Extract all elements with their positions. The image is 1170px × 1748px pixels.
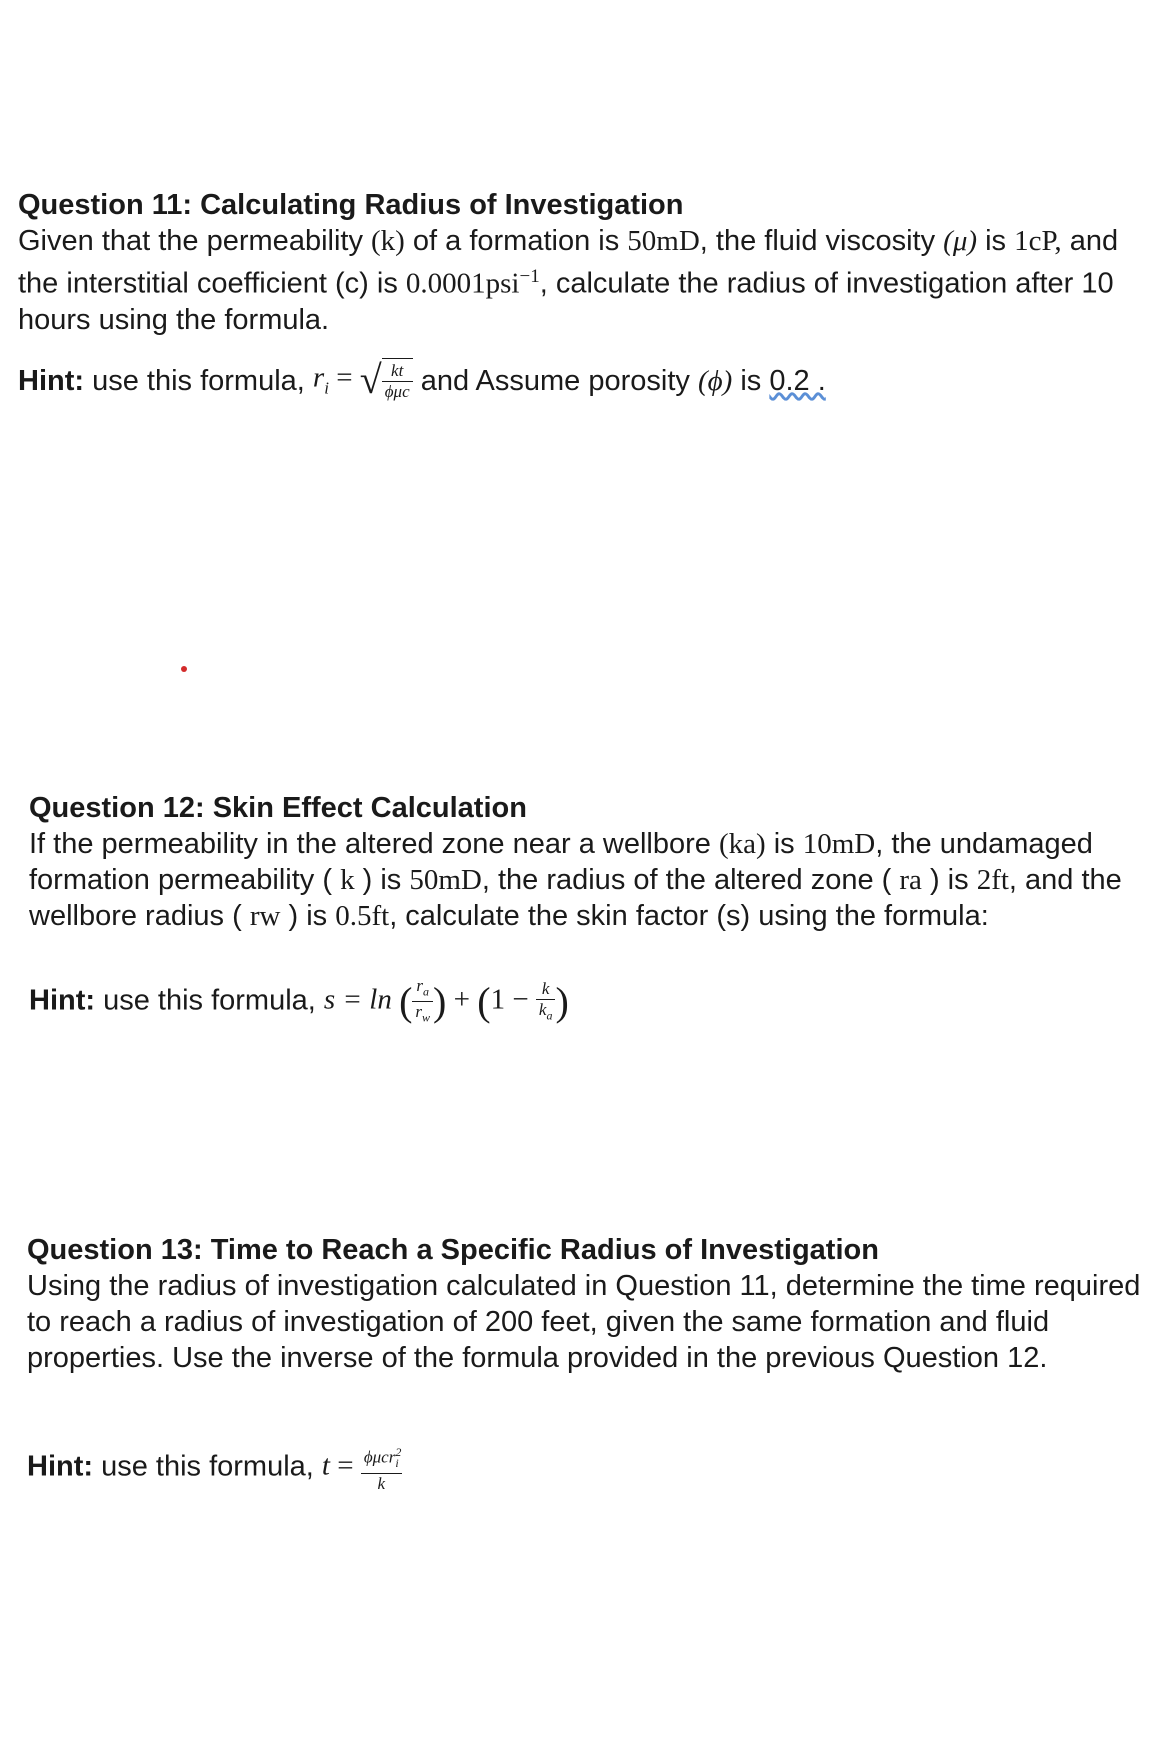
question-11-body: Given that the permeability (k) of a formation is 50mD, the fluid viscosity (μ) is 1cP, and the interstitial coefficient (c) is 0.0001psi$^{-1}$, calculate the radius of investigation after 10 hours using the formula. [18,225,1119,336]
question-13-title: Question 13: Time to Reach a Specific Radius of Investigation [27,1234,879,1266]
skin-formula: s = ln ( $\frac{r_a}{r_w}$ ) + (1 − $\frac{k}{k_a}$ ) [323,976,569,1025]
time-formula: t = $\frac{\phi\mu cr^2_i}{k}$ [322,1442,402,1494]
question-12 [29,790,1154,934]
question-12-title: Question 12: Skin Effect Calculation [29,792,527,824]
question-13 [27,1232,1157,1376]
question-13-hint: Hint: use this formula, t = $\frac{\phi\mu cr^2_i}{k}$ [27,1442,402,1494]
question-13-body: Using the radius of investigation calculated in Question 11, determine the time required to reach a radius of investigation of 200 feet, given the same formation and fluid properties. Use the inverse of the formula provided in the previous Question 12. [27,1270,1141,1374]
question-11-title: Question 11: Calculating Radius of Investigation [18,189,684,221]
question-12-hint: Hint: use this formula, s = ln ( $\frac{r_a}{r_w}$ ) + (1 − $\frac{k}{k_a}$ ) [29,976,569,1028]
question-11-hint: Hint: use this formula, $r_i$ = √ $\frac{kt}{\text{ϕμc}}$ and Assume porosity (ϕ) is 0.2 . [18,358,826,406]
hint-label: Hint: [18,364,85,397]
radius-formula: $r_i$ = √ $\frac{kt}{\text{ϕμc}}$ [313,358,413,406]
hint-label: Hint: [27,1450,94,1483]
question-11 [18,187,1138,338]
sqrt-icon: √ [359,357,382,402]
red-dot-mark [181,666,187,672]
question-12-body: If the permeability in the altered zone near a wellbore (ka) is 10mD, the undamaged formation permeability ( k ) is 50mD, the radius of the altered zone ( ra ) is 2ft, and the wellbore radius ( rw ) is 0.5ft, calculate the skin factor (s) using the formula: [29,828,1122,932]
hint-label: Hint: [29,984,96,1017]
